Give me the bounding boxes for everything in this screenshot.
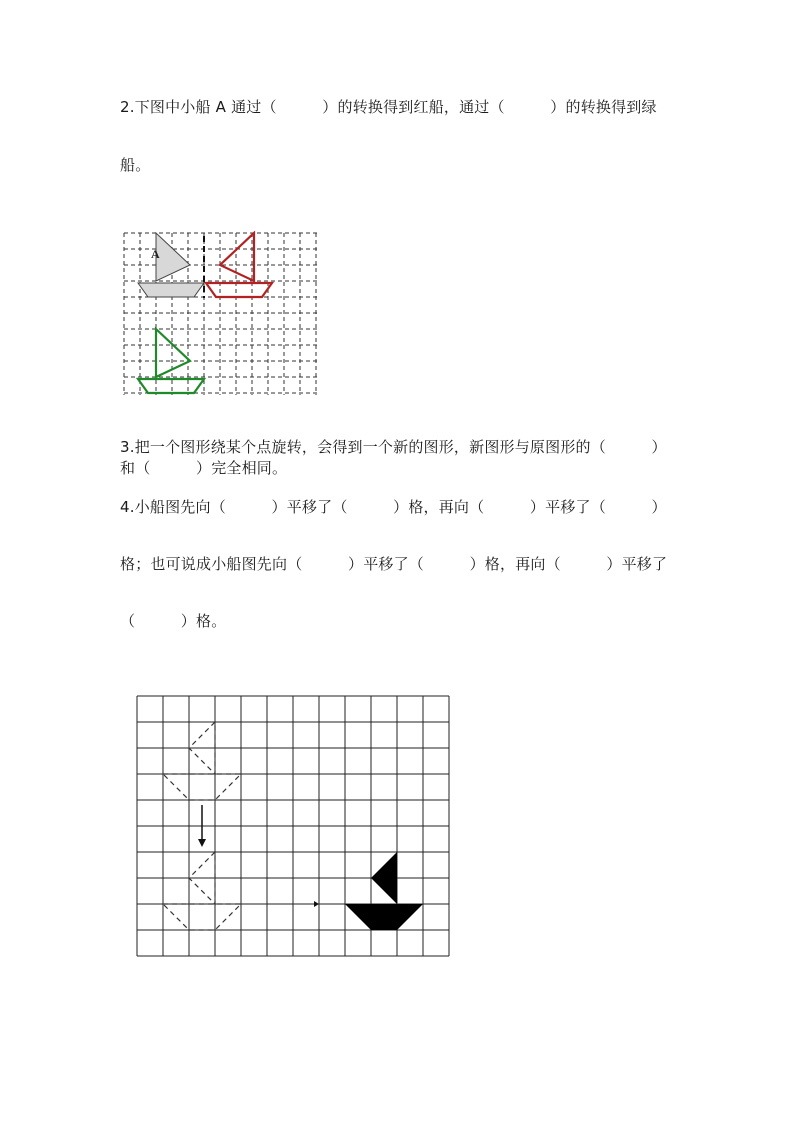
right-arrow-icon [314, 901, 319, 907]
q4-text-line1: 4.小船图先向（ ）平移了（ ）格，再向（ ）平移了（ ） [120, 498, 667, 516]
boat-a-label: A [151, 247, 160, 261]
q3-text-line2: 和（ ）完全相同。 [120, 459, 288, 477]
q4-text-line3: （ ）格。 [120, 612, 227, 630]
q2-text-line1: 2.下图中小船 A 通过（ ）的转换得到红船，通过（ ）的转换得到绿 [120, 98, 657, 116]
black-boat [345, 852, 423, 930]
boat-translation-figure [134, 693, 454, 961]
q4-text-line2: 格；也可说成小船图先向（ ）平移了（ ）格，再向（ ）平移了 [120, 555, 668, 573]
q2-text-line2: 船。 [120, 156, 151, 174]
dashed-boat-lower [163, 852, 241, 930]
dashed-boat-upper [163, 722, 241, 800]
q3-text-line1: 3.把一个图形绕某个点旋转，会得到一个新的图形，新图形与原图形的（ ） [120, 438, 667, 456]
boat-transform-figure [120, 228, 326, 398]
